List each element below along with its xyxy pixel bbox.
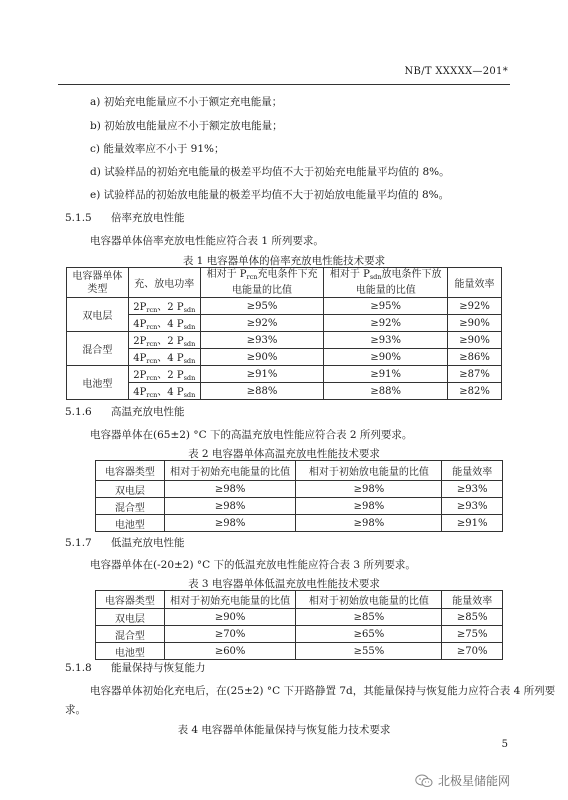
table-row (96, 481, 503, 498)
table1-header-discharge: 相对于 $P_{sdn}$放电条件下放电能量的比值 (324, 268, 448, 298)
table-row (96, 498, 503, 515)
page-number: 5 (501, 739, 508, 750)
table1-discharge-cell: ≥95% (324, 298, 448, 315)
section-515-title: 倍率充放电性能 (111, 212, 185, 224)
table-row (96, 643, 503, 660)
table-row (96, 515, 503, 532)
table2-cell: ≥98% (296, 498, 442, 515)
table-3 (95, 590, 503, 660)
table1-header-charge: 相对于 $P_{rcn}$充电条件下充电能量的比值 (200, 268, 324, 298)
table1-efficiency-cell: ≥90% (448, 315, 502, 332)
table-row (67, 315, 502, 332)
table-row (67, 349, 502, 366)
table1-discharge-cell: ≥88% (324, 383, 448, 400)
section-517-number: 5.1.7 (65, 537, 92, 549)
table1-power-2x: $2P_{rcn}$、2 $P_{sdn}$ (128, 366, 200, 383)
table2-cell: ≥98% (164, 515, 295, 532)
section-518-number: 5.1.8 (65, 662, 92, 674)
table-1 (66, 267, 502, 400)
table1-discharge-cell: ≥90% (324, 349, 448, 366)
section-515-body: 电容器单体倍率充放电性能应符合表 1 所列要求。 (90, 235, 324, 247)
table-row (96, 626, 503, 643)
table1-charge-cell: ≥88% (200, 383, 324, 400)
table3-caption: 表 3 电容器单体低温充放电性能技术要求 (188, 578, 380, 590)
table2-header-cell: 电容器类型 (96, 461, 165, 481)
table1-power-4x: $4P_{rcn}$、4 $P_{sdn}$ (128, 315, 200, 332)
table-row (67, 332, 502, 349)
table2-cell: ≥98% (164, 498, 295, 515)
table1-type-cell: 双电层 (67, 298, 129, 332)
section-517-title: 低温充放电性能 (111, 537, 185, 549)
table-row (96, 609, 503, 626)
table3-cell: 电池型 (96, 643, 165, 660)
list-item-a: a) 初始充电能量应不小于额定充电能量； (90, 96, 283, 108)
table1-efficiency-cell: ≥90% (448, 332, 502, 349)
table3-cell: 双电层 (96, 609, 165, 626)
table2-header-cell: 相对于初始充电能量的比值 (164, 461, 295, 481)
table3-header-cell: 电容器类型 (96, 591, 165, 609)
table3-cell: ≥55% (296, 643, 442, 660)
table4-caption: 表 4 电容器单体能量保持与恢复能力技术要求 (177, 724, 391, 736)
table3-header-cell: 相对于初始充电能量的比值 (164, 591, 295, 609)
table1-type-cell: 电池型 (67, 366, 129, 400)
table1-discharge-cell: ≥91% (324, 366, 448, 383)
list-item-e: e) 试验样品的初始放电能量的极差平均值不大于初始放电能量平均值的 8%。 (90, 189, 450, 201)
table1-charge-cell: ≥93% (200, 332, 324, 349)
table1-type-cell: 混合型 (67, 332, 129, 366)
header-rule (58, 84, 510, 85)
table1-power-4x: $4P_{rcn}$、4 $P_{sdn}$ (128, 383, 200, 400)
table1-discharge-cell: ≥93% (324, 332, 448, 349)
list-item-b: b) 初始放电能量应不小于额定放电能量； (90, 120, 283, 132)
table1-power-2x: $2P_{rcn}$、2 $P_{sdn}$ (128, 332, 200, 349)
wechat-icon (415, 774, 433, 788)
table3-cell: ≥75% (442, 626, 503, 643)
table3-cell: ≥85% (296, 609, 442, 626)
table3-cell: ≥60% (164, 643, 295, 660)
table1-efficiency-cell: ≥82% (448, 383, 502, 400)
section-515-number: 5.1.5 (65, 212, 92, 224)
section-518-title: 能量保持与恢复能力 (111, 662, 206, 674)
section-517-body: 电容器单体在(-20±2) °C 下的低温充放电性能应符合表 3 所列要求。 (90, 559, 416, 571)
watermark (415, 772, 510, 789)
section-518-body-line2: 求。 (65, 704, 86, 716)
section-516-number: 5.1.6 (65, 406, 92, 418)
table1-efficiency-cell: ≥86% (448, 349, 502, 366)
table-row (67, 366, 502, 383)
table3-cell: ≥70% (164, 626, 295, 643)
table1-discharge-cell: ≥92% (324, 315, 448, 332)
table3-cell: ≥85% (442, 609, 503, 626)
table2-cell: ≥91% (442, 515, 503, 532)
table1-charge-cell: ≥90% (200, 349, 324, 366)
table2-caption: 表 2 电容器单体高温充放电性能技术要求 (188, 448, 380, 460)
table2-header-cell: 能量效率 (442, 461, 503, 481)
list-item-c: c) 能量效率应不小于 91%； (90, 143, 225, 155)
section-518-body-line1: 电容器单体初始化充电后，在(25±2) °C 下开路静置 7d，其能量保持与恢复能力应符合表 4 所列要 (90, 685, 556, 697)
table1-charge-cell: ≥92% (200, 315, 324, 332)
table-row (67, 383, 502, 400)
table1-header-efficiency: 能量效率 (448, 268, 502, 298)
table1-charge-cell: ≥95% (200, 298, 324, 315)
table-row (67, 298, 502, 315)
table2-cell: ≥93% (442, 481, 503, 498)
table1-caption: 表 1 电容器单体的倍率充放电性能技术要求 (182, 255, 386, 267)
table2-header-row (96, 461, 503, 481)
table2-cell: ≥98% (296, 481, 442, 498)
table3-cell: ≥70% (442, 643, 503, 660)
table2-cell: ≥93% (442, 498, 503, 515)
table1-header-power: 充、放电功率 (128, 268, 200, 298)
table1-power-4x: $4P_{rcn}$、4 $P_{sdn}$ (128, 349, 200, 366)
table3-header-row (96, 591, 503, 609)
table1-power-2x: $2P_{rcn}$、2 $P_{sdn}$ (128, 298, 200, 315)
table2-cell: 混合型 (96, 498, 165, 515)
table3-cell: 混合型 (96, 626, 165, 643)
table2-cell: 双电层 (96, 481, 165, 498)
table2-header-cell: 相对于初始放电能量的比值 (296, 461, 442, 481)
section-516-title: 高温充放电性能 (111, 406, 185, 418)
table2-cell: ≥98% (296, 515, 442, 532)
table3-cell: ≥90% (164, 609, 295, 626)
table1-header-row (67, 268, 502, 298)
table3-header-cell: 能量效率 (442, 591, 503, 609)
watermark-text: 北极星储能网 (437, 774, 510, 788)
table2-cell: ≥98% (164, 481, 295, 498)
table1-efficiency-cell: ≥92% (448, 298, 502, 315)
table3-cell: ≥65% (296, 626, 442, 643)
table1-header-type: 电容器单体类型 (67, 268, 129, 298)
list-item-d: d) 试验样品的初始充电能量的极差平均值不大于初始充电能量平均值的 8%。 (90, 166, 450, 178)
table1-charge-cell: ≥91% (200, 366, 324, 383)
table2-cell: 电池型 (96, 515, 165, 532)
section-516-body: 电容器单体在(65±2) °C 下的高温充放电性能应符合表 2 所列要求。 (90, 429, 413, 441)
document-code: NB/T XXXXX—201* (404, 66, 508, 77)
table1-efficiency-cell: ≥87% (448, 366, 502, 383)
table3-header-cell: 相对于初始放电能量的比值 (296, 591, 442, 609)
table-2 (95, 460, 503, 532)
